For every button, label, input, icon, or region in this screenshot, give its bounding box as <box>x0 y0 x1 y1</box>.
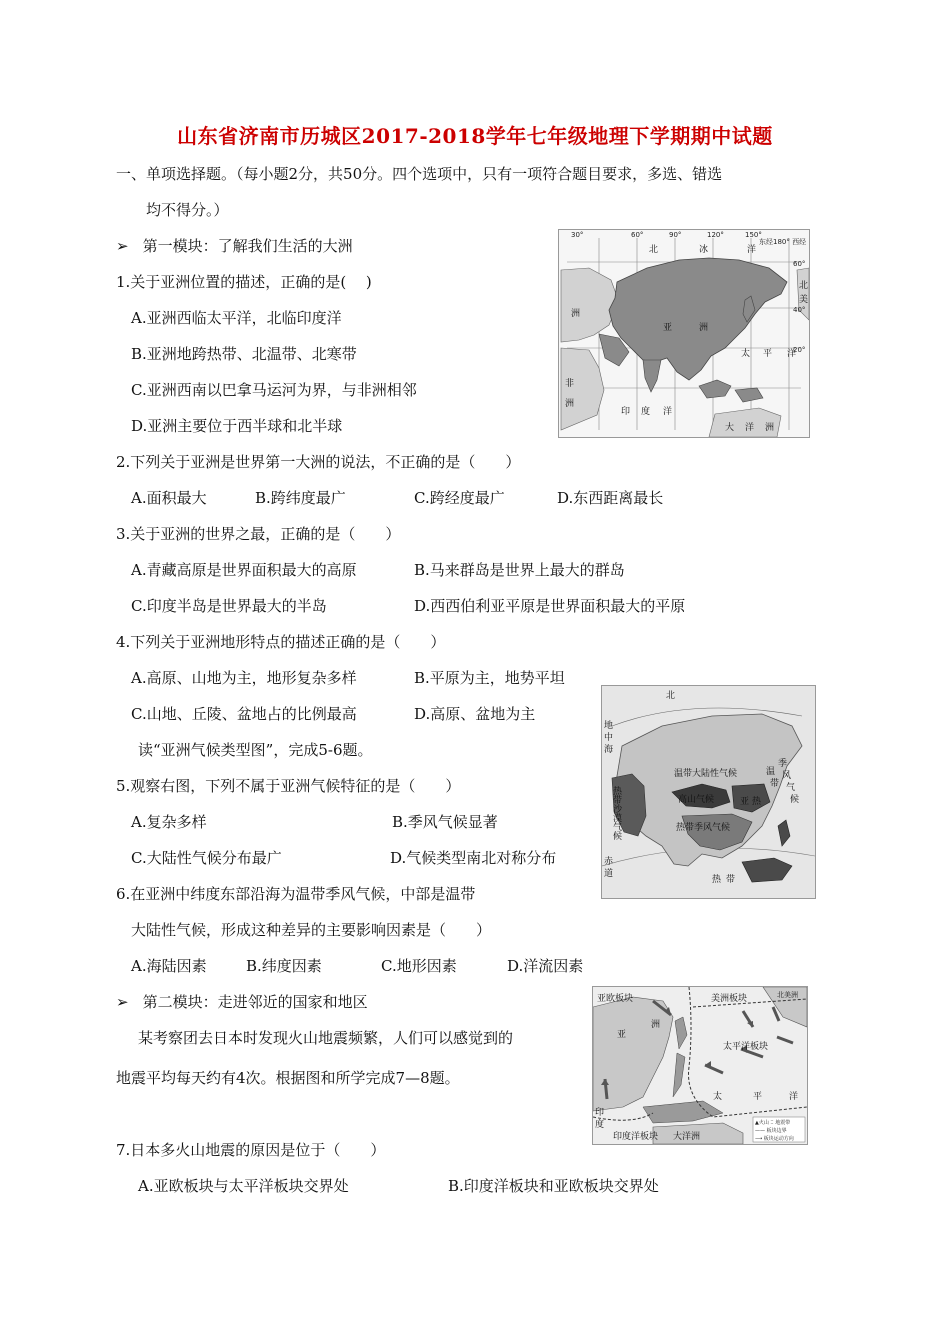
legend-item: ⟶ 板块运动方向 <box>755 1136 794 1142</box>
q5-option-b: B.季风气候显著 <box>392 813 498 831</box>
asia-climate-map <box>601 685 816 899</box>
q6-option-a: A.海陆因素 <box>131 957 207 975</box>
map-label: 亚 <box>617 1030 627 1040</box>
lat-label: 60° <box>793 260 806 268</box>
lat-label: 20° <box>793 346 806 354</box>
q3-option-a: A.青藏高原是世界面积最大的高原 <box>131 561 357 579</box>
arrow-bullet-icon: ➢ <box>116 993 129 1011</box>
map-label: 洲 <box>765 423 775 433</box>
map-label: 温带大陆性气候 <box>674 769 738 779</box>
q7-stem: 7.日本多火山地震的原因是位于（ ） <box>116 1141 386 1159</box>
module2-label: 第二模块：走进邻近的国家和地区 <box>142 993 368 1011</box>
map-label: 北美洲 <box>777 991 798 999</box>
map-label: 道 <box>604 869 614 879</box>
map-label: 美 <box>799 295 809 305</box>
map-label: 洋 <box>747 245 757 255</box>
map-label: 洋 <box>789 1092 799 1102</box>
legend-item: ▲火山 ⁚⁚ 地震带 <box>755 1120 791 1126</box>
map-label: 平 <box>753 1092 763 1102</box>
map-label: 带 <box>726 875 736 885</box>
map-label: 洲 <box>571 309 581 319</box>
map-label: 温 <box>766 767 776 777</box>
q3-option-b: B.马来群岛是世界上最大的群岛 <box>414 561 625 579</box>
map-label: 洋 <box>745 423 755 433</box>
q5-option-d: D.气候类型南北对称分布 <box>390 849 557 867</box>
q2-option-d: D.东西距离最长 <box>557 489 664 507</box>
lon-label: 120° <box>707 231 724 239</box>
map-label: 洋 <box>787 349 797 359</box>
q6-stem: 6.在亚洲中纬度东部沿海为温带季风气候，中部是温带 <box>116 885 476 903</box>
passage-line-2: 地震平均每天约有4次。根据图和所学完成7—8题。 <box>116 1069 460 1087</box>
map-label: 亚欧板块 <box>597 994 634 1004</box>
map-label: 冰 <box>699 245 709 255</box>
map-label: 北 <box>649 245 659 255</box>
read-instruction: 读“亚洲气候类型图”，完成5-6题。 <box>138 741 373 759</box>
plate-tectonics-map <box>592 986 808 1145</box>
map-label: 大 <box>725 423 735 433</box>
q7-option-a: A.亚欧板块与太平洋板块交界处 <box>138 1177 349 1195</box>
lon-label: 30° <box>571 231 584 239</box>
map-label: 北 <box>666 691 676 701</box>
q3-option-c: C.印度半岛是世界最大的半岛 <box>131 597 327 615</box>
map-label: 热带季风气候 <box>676 823 731 833</box>
lon-label: 60° <box>631 231 644 239</box>
q1-option-a: A.亚洲西临太平洋，北临印度洋 <box>131 309 342 327</box>
q4-option-c: C.山地、丘陵、盆地占的比例最高 <box>131 705 357 723</box>
q2-option-a: A.面积最大 <box>131 489 207 507</box>
q2-option-b: B.跨纬度最广 <box>255 489 346 507</box>
map-label: 热带沙漠气候 <box>611 786 621 840</box>
q4-stem: 4.下列关于亚洲地形特点的描述正确的是（ ） <box>116 633 446 651</box>
map-label: 带 <box>770 779 780 789</box>
arrow-bullet-icon: ➢ <box>116 237 129 255</box>
map-label: 中 <box>604 733 614 743</box>
module1-heading <box>116 236 353 256</box>
map-label: 印度洋板块 <box>613 1132 659 1142</box>
page-title: 山东省济南市历城区2017-2018学年七年级地理下学期期中试题 <box>177 124 773 148</box>
q5-stem: 5.观察右图，下列不属于亚洲气候特征的是（ ） <box>116 777 461 795</box>
map-label: 度 <box>595 1120 605 1130</box>
section1-heading: 一、单项选择题。（每小题2分，共50分。四个选项中，只有一项符合题目要求，多选、错选 <box>116 165 723 183</box>
map-label: 赤 <box>604 857 614 867</box>
map-label: 亚 <box>663 323 673 333</box>
q2-stem: 2.下列关于亚洲是世界第一大洲的说法，不正确的是（ ） <box>116 453 521 471</box>
asia-location-map <box>558 229 810 438</box>
map-label: 度 <box>641 407 651 417</box>
map-label: 印 <box>595 1108 605 1118</box>
q2-option-c: C.跨经度最广 <box>414 489 505 507</box>
q4-option-b: B.平原为主，地势平坦 <box>414 669 565 687</box>
map-label: 地 <box>604 721 614 731</box>
map-label: 洲 <box>565 399 575 409</box>
module1-label: 第一模块：了解我们生活的大洲 <box>142 237 353 255</box>
q1-stem: 1.关于亚洲位置的描述，正确的是( ) <box>116 273 372 291</box>
map-label: 热 <box>712 875 722 885</box>
map-label: 候 <box>790 795 800 805</box>
map-label: 大洋洲 <box>673 1132 701 1142</box>
q6-option-d: D.洋流因素 <box>507 957 584 975</box>
lon-label: 90° <box>669 231 682 239</box>
section1-heading-cont: 均不得分。） <box>146 201 229 219</box>
q3-stem: 3.关于亚洲的世界之最，正确的是（ ） <box>116 525 401 543</box>
q7-option-b: B.印度洋板块和亚欧板块交界处 <box>448 1177 659 1195</box>
map-label: 高山气候 <box>678 795 715 805</box>
q5-option-c: C.大陆性气候分布最广 <box>131 849 282 867</box>
map-label: 洲 <box>651 1020 661 1030</box>
q6-option-c: C.地形因素 <box>381 957 457 975</box>
q6-option-b: B.纬度因素 <box>246 957 322 975</box>
map-label: 北 <box>799 281 809 291</box>
map-label: 美洲板块 <box>711 994 748 1004</box>
map-label: 风 <box>782 771 792 781</box>
module2-heading <box>116 992 368 1012</box>
q1-option-c: C.亚洲西南以巴拿马运河为界，与非洲相邻 <box>131 381 417 399</box>
q3-option-d: D.西西伯利亚平原是世界面积最大的平原 <box>414 597 686 615</box>
map-label: 非 <box>565 379 575 389</box>
q1-option-b: B.亚洲地跨热带、北温带、北寒带 <box>131 345 357 363</box>
lon-label: 东经180° 西经 <box>759 238 807 246</box>
map-label: 气 <box>786 783 796 793</box>
q5-option-a: A.复杂多样 <box>131 813 207 831</box>
q6-stem-cont: 大陆性气候，形成这种差异的主要影响因素是（ ） <box>131 921 492 939</box>
map-label: 洋 <box>663 407 673 417</box>
map-label: 海 <box>604 745 614 755</box>
map-label: 洲 <box>699 323 709 333</box>
q4-option-a: A.高原、山地为主，地形复杂多样 <box>131 669 357 687</box>
map-label: 季 <box>778 759 788 769</box>
passage-line-1: 某考察团去日本时发现火山地震频繁，人们可以感觉到的 <box>138 1029 514 1047</box>
map-label: 平 <box>763 349 773 359</box>
lon-label: 150° <box>745 231 762 239</box>
map-label: 印 <box>621 407 631 417</box>
legend-item: —— 板块边界 <box>755 1128 787 1134</box>
map-label: 太 <box>741 349 751 359</box>
map-label: 太 <box>713 1092 723 1102</box>
q1-option-d: D.亚洲主要位于西半球和北半球 <box>131 417 343 435</box>
q4-option-d: D.高原、盆地为主 <box>414 705 536 723</box>
lat-label: 40° <box>793 306 806 314</box>
map-label: 太平洋板块 <box>723 1042 769 1052</box>
map-label: 热 <box>752 797 762 807</box>
map-label: 亚 <box>740 797 750 807</box>
